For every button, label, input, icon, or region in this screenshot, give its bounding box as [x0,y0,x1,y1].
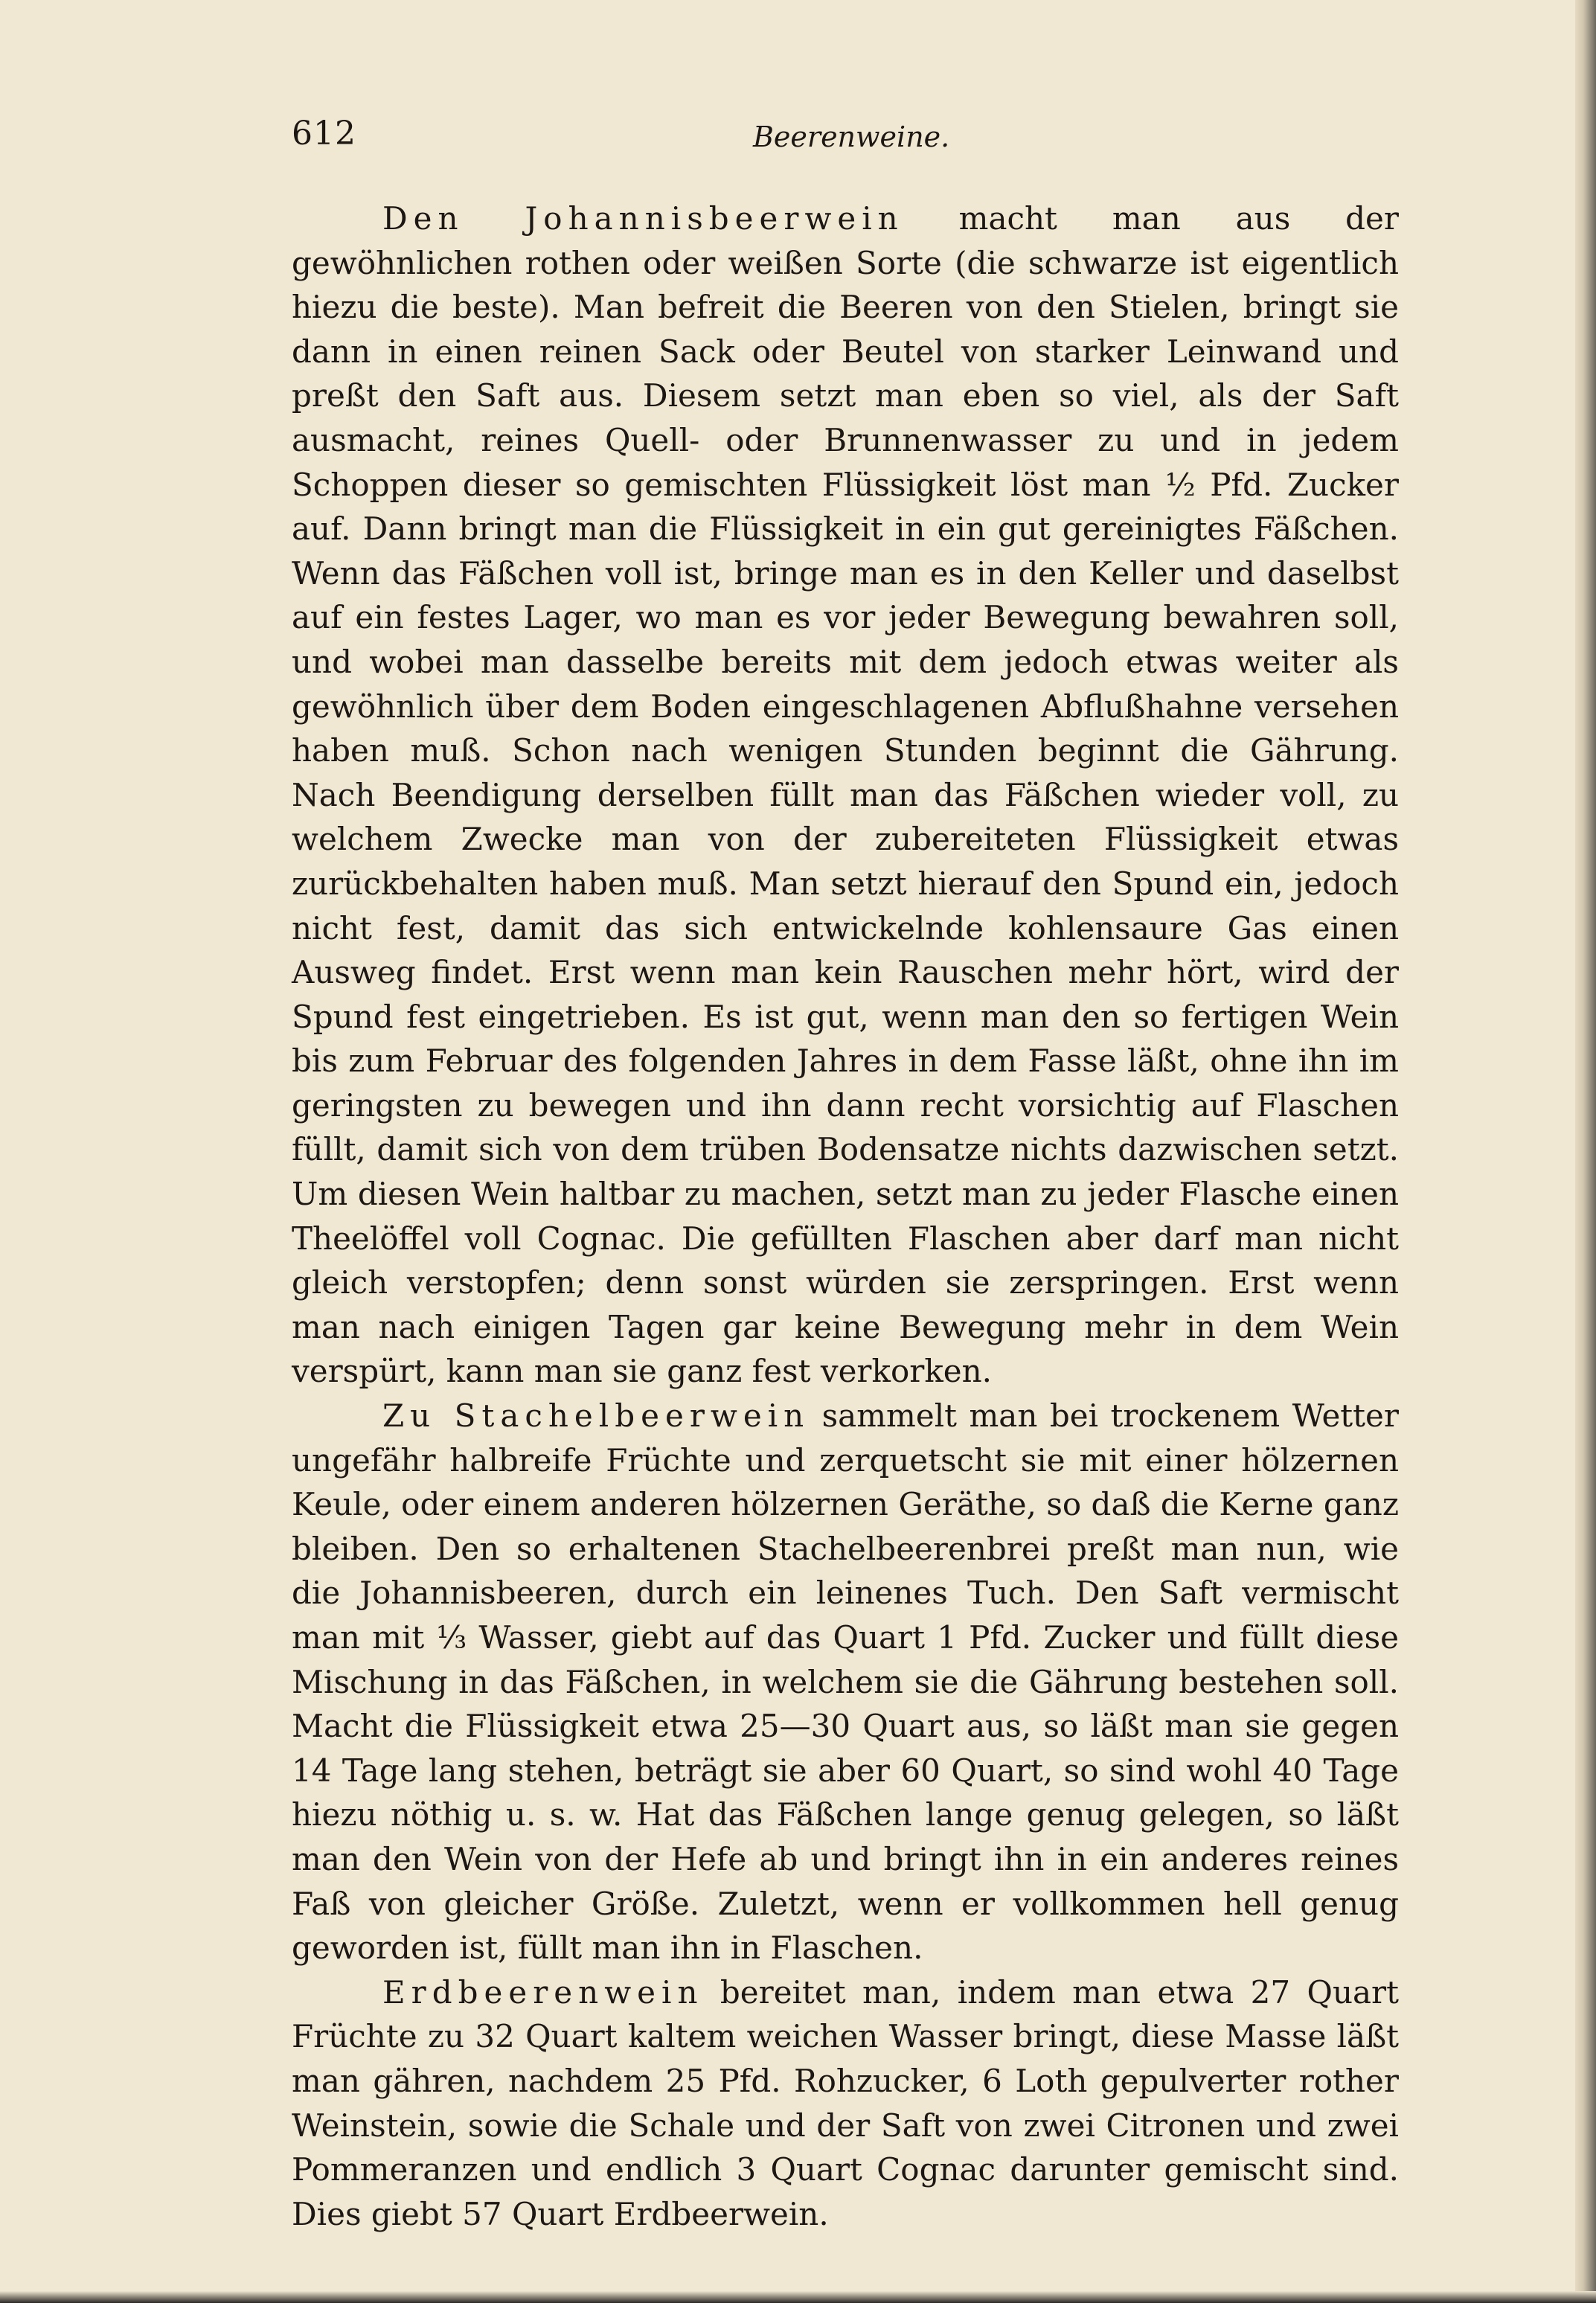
paragraph-body: bereitet man, indem man etwa 27 Quart Früchte zu 32 Quart kaltem weichen Wasser bringt, diese Masse läßt man gähren, nachdem 25 Pfd. Rohzucker, 6 Loth gepulverter rother Weinstein, sowie die Schale und der Saft von zwei Citronen und zwei Pommeranzen und endlich 3 Quart Cognac darunter gemischt sind. Dies giebt 57 Quart Erdbeerwein. [292,1973,1399,2232]
body-text [292,196,1399,2236]
book-page [292,112,1399,2236]
paragraph-body: macht man aus der gewöhnlichen rothen oder weißen Sorte (die schwarze ist eigentlich hiezu die beste). Man befreit die Beeren von den Stielen, bringt sie dann in einen reinen Sack oder Beutel von starker Leinwand und preßt den Saft aus. Diesem setzt man eben so viel, als der Saft ausmacht, reines Quell- oder Brunnenwasser zu und in jedem Schoppen dieser so gemischten Flüssigkeit löst man ½ Pfd. Zucker auf. Dann bringt man die Flüssigkeit in ein gut gereinigtes Fäßchen. Wenn das Fäßchen voll ist, bringe man es in den Keller und daselbst auf ein festes Lager, wo man es vor jeder Bewegung bewahren soll, und wobei man dasselbe bereits mit dem jedoch etwas weiter als gewöhnlich über dem Boden eingeschlagenen Abflußhahne versehen haben muß. Schon nach wenigen Stunden beginnt die Gährung. Nach Beendigung derselben füllt man das Fäßchen wieder voll, zu welchem Zwecke man von der zubereiteten Flüssigkeit etwas zurückbehalten haben muß. Man setzt hierauf den Spund ein, jedoch nicht fest, damit das sich entwickelnde kohlensaure Gas einen Ausweg findet. Erst wenn man kein Rauschen mehr hört, wird der Spund fest eingetrieben. Es ist gut, wenn man den so fertigen Wein bis zum Februar des folgenden Jahres in dem Fasse läßt, ohne ihn im geringsten zu bewegen und ihn dann recht vorsichtig auf Flaschen füllt, damit sich von dem trüben Bodensatze nichts dazwischen setzt. Um diesen Wein haltbar zu machen, setzt man zu jeder Flasche einen Theelöffel voll Cognac. Die gefüllten Flaschen aber darf man nicht gleich verstopfen; denn sonst würden sie zerspringen. Erst wenn man nach einigen Tagen gar keine Bewegung mehr in dem Wein verspürt, kann man sie ganz fest verkorken. [292,200,1399,1390]
paragraph-erdbeerenwein [292,1970,1399,2237]
running-title: Beerenweine. [753,121,950,153]
page-number: 612 [292,115,356,153]
paragraph-lead-term: Den Johannisbeerwein [382,200,904,237]
page-bottom-edge [0,2291,1596,2303]
paragraph-johannisbeerwein [292,196,1399,1394]
paragraph-body: sammelt man bei trockenem Wetter ungefähr halbreife Früchte und zerquetscht sie mit einer hölzernen Keule, oder einem anderen hölzernen Geräthe, so daß die Kerne ganz bleiben. Den so erhaltenen Stachelbeerenbrei preßt man nun, wie die Johannisbeeren, durch ein leinenes Tuch. Den Saft vermischt man mit ⅓ Wasser, giebt auf das Quart 1 Pfd. Zucker und füllt diese Mischung in das Fäßchen, in welchem sie die Gährung bestehen soll. Macht die Flüssigkeit etwa 25—30 Quart aus, so läßt man sie gegen 14 Tage lang stehen, beträgt sie aber 60 Quart, so sind wohl 40 Tage hiezu nöthig u. s. w. Hat das Fäßchen lange genug gelegen, so läßt man den Wein von der Hefe ab und bringt ihn in ein anderes reines Faß von gleicher Größe. Zuletzt, wenn er vollkommen hell genug geworden ist, füllt man ihn in Flaschen. [292,1397,1399,1967]
paragraph-lead-term: Erdbeerenwein [382,1973,704,2011]
paragraph-stachelbeerwein [292,1394,1399,1970]
running-head [292,112,1399,171]
page-edge-shadow [1575,0,1596,2303]
paragraph-lead-term: Zu Stachelbeerwein [382,1397,810,1435]
